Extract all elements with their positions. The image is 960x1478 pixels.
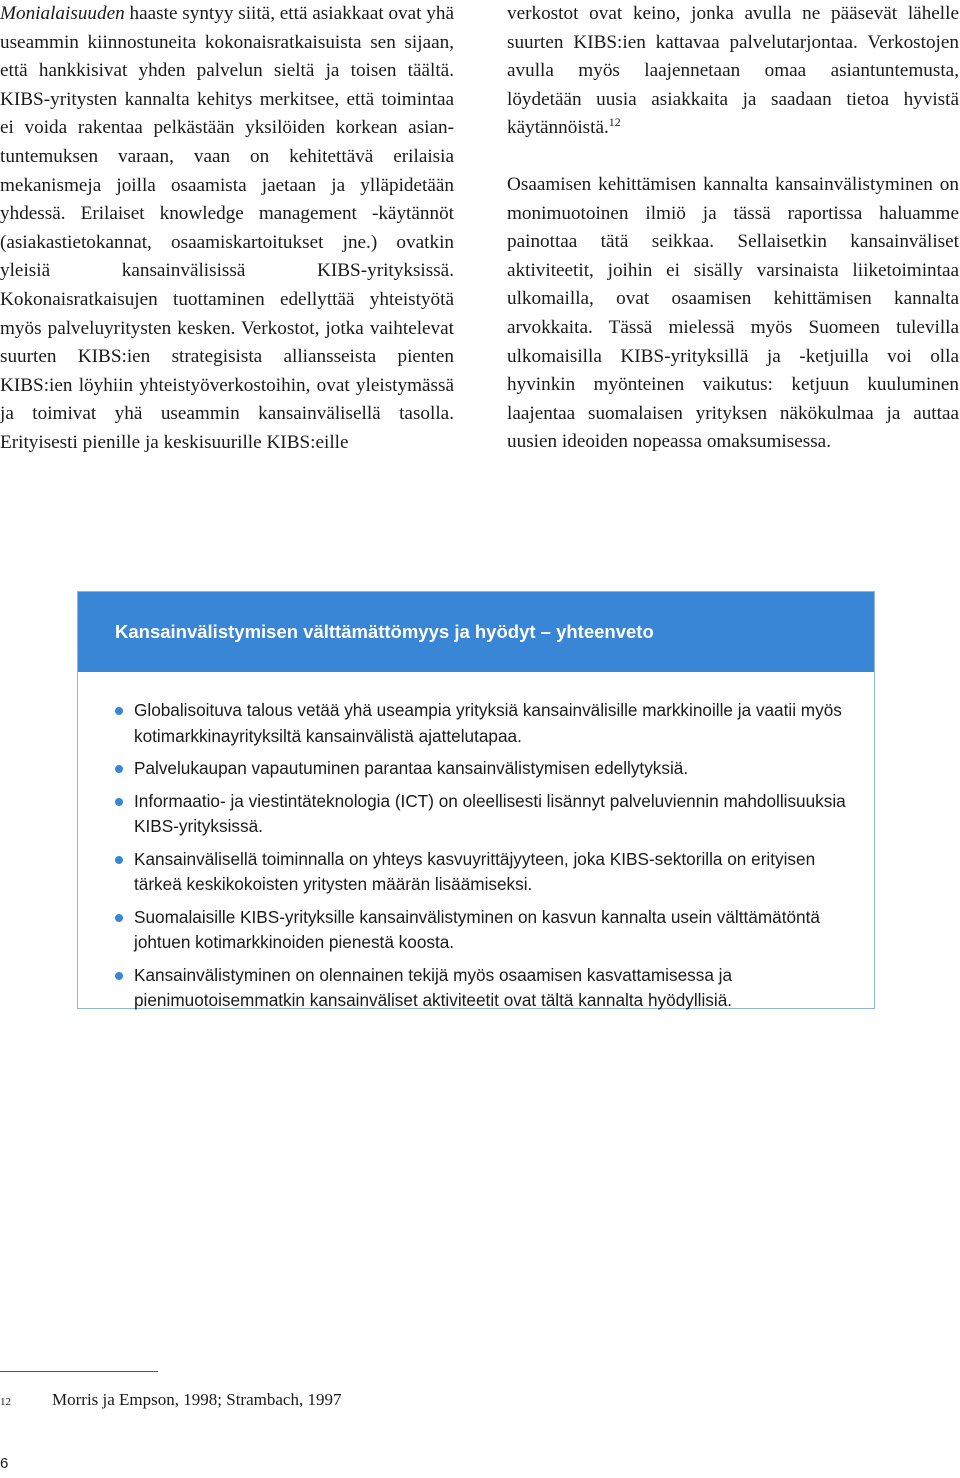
footnote-divider — [0, 1371, 158, 1372]
page-number: 6 — [0, 1455, 9, 1472]
summary-title: Kansainvälistymisen välttämättömyys ja hyödyt – yhteenveto — [115, 621, 654, 642]
right-paragraph-1-text: verkostot ovat keino, jonka avulla ne pääsevät lähelle suurten KIBS:ien kattavaa palvelutarjontaa. Verkostojen avulla myös laajennetaan omaa asiantuntemusta, löydetään uusia asiakkaita ja saadaan tietoa hyvistä käytännöistä. — [507, 3, 959, 139]
bullet-icon — [115, 914, 123, 922]
summary-box — [77, 591, 875, 1009]
list-item-text: Kansainvälistyminen on olennainen tekijä myös osaamisen kasvattamisessa ja pienimuotoisemmatkin kansainväliset aktiviteetit ovat tältä kannalta hyödyllisiä. — [134, 964, 733, 1010]
footnote — [0, 1390, 341, 1410]
list-item — [115, 756, 854, 782]
bullet-icon — [115, 765, 123, 773]
bullet-icon — [115, 798, 123, 806]
summary-list — [78, 672, 874, 1014]
footnote-reference: 12 — [608, 115, 621, 130]
bullet-icon — [115, 707, 123, 715]
list-item — [115, 789, 854, 840]
lead-term: Monialaisuuden — [0, 3, 125, 24]
list-item-text: Informaatio- ja viestintäteknologia (ICT) on oleellisesti lisännyt palveluviennin mahdollisuuksia KIBS-yrityksissä. — [134, 790, 846, 836]
bullet-icon — [115, 972, 123, 980]
footnote-text: Morris ja Empson, 1998; Strambach, 1997 — [52, 1390, 342, 1409]
left-text-column — [0, 0, 454, 458]
footnote-number: 12 — [0, 1396, 11, 1408]
list-item-text: Globalisoituva talous vetää yhä useampia yrityksiä kansainvälisille markkinoille ja vaatii myös kotimarkkinayrityksiltä kansainvälistä ajattelutapaa. — [134, 700, 842, 746]
right-paragraph-2: Osaamisen kehittämisen kannalta kansainvälistyminen on monimuotoinen ilmiö ja tässä raportissa haluamme painottaa tätä seikkaa. Sellaisetkin kansainväliset aktiviteetit, joihin ei sisälly varsinaista liiketoimintaa ulkomailla, ovat osaamisen kehittämisen kannalta arvokkaita. Tässä mielessä myös Suomeen tulevilla ulkomaisilla KIBS-yrityksillä ja -ketjuilla voi olla hyvinkin myönteinen vaikutus: ketjuun kuuluminen laajentaa suomalaisen yrityksen näkökulmaa ja auttaa uusien ideoiden nopeassa omaksumisessa. — [507, 173, 959, 453]
list-item — [115, 847, 854, 898]
left-paragraph-text: haaste syntyy siitä, että asiakkaat ovat yhä useammin kiinnostuneita kokonaisratkaisuista sen sijaan, että hankkisivat yhden palvelun sieltä ja toisen täältä. KIBS-yritysten kannalta kehitys merkitsee, että toimintaa ei voida rakentaa pelkästään yksilöiden korkean asiantuntemuksen varaan, vaan on kehitettävä erilaisia mekanismeja joilla osaamista jaetaan ja ylläpidetään yhdessä. Erilaiset knowledge management -käytännöt (asiakastietokannat, osaamiskartoitukset jne.) ovatkin yleisiä kansainvälisissä KIBS-yrityksissä. Kokonaisratkaisujen tuottaminen edellyttää yhteistyötä myös palveluyritysten kesken. Verkostot, jotka vaihtelevat suurten KIBS:ien strategisista alliansseista pienten KIBS:ien löyhiin yhteistyöverkostoihin, ovat yleistymässä ja toimivat yhä useammin kansainvälisellä tasolla. Erityisesti pienille ja keskisuurille KIBS:eille — [0, 3, 454, 453]
bullet-icon — [115, 856, 123, 864]
list-item — [115, 698, 854, 749]
left-paragraph — [0, 0, 454, 458]
right-paragraph-1 — [507, 0, 959, 143]
list-item-text: Suomalaisille KIBS-yrityksille kansainvälistyminen on kasvun kannalta usein välttämätöntä johtuen kotimarkkinoiden pienestä koosta. — [134, 906, 820, 952]
list-item-text: Kansainvälisellä toiminnalla on yhteys kasvuyrittäjyyteen, joka KIBS-sektorilla on erityisen tärkeä keskikokoisten yritysten määrän lisäämiseksi. — [134, 848, 816, 894]
list-item — [115, 963, 854, 1014]
list-item — [115, 905, 854, 956]
summary-header — [78, 592, 874, 672]
list-item-text: Palvelukaupan vapautuminen parantaa kansainvälistymisen edellytyksiä. — [134, 758, 689, 778]
right-text-column — [507, 0, 959, 457]
